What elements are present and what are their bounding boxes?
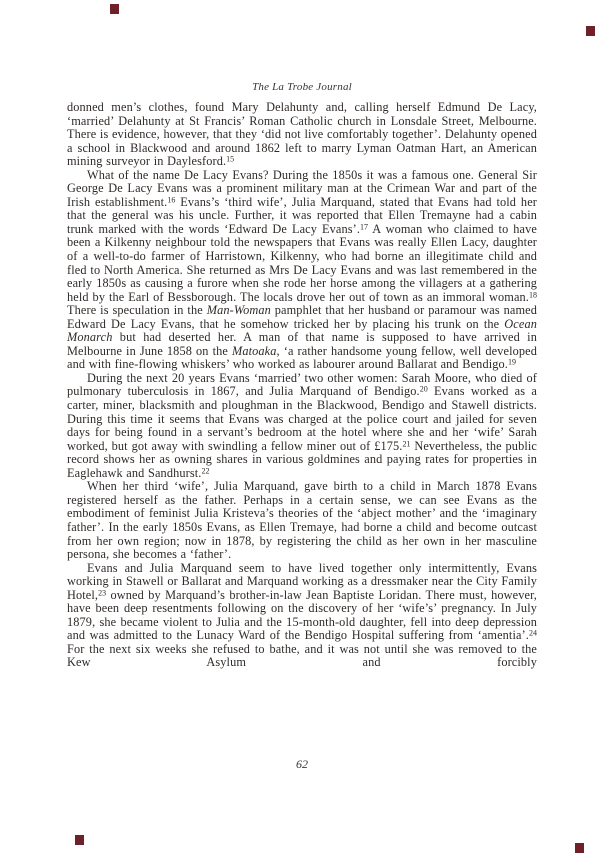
paragraph-continuing: Evans and Julia Marquand seem to have lived together only intermittently, Evans working in Stawell or Ballarat and Marquand working as a dressmaker near the City Family Hotel,$^{23}$ owned by Marquand’s brother-in-law Jean Baptiste Loridan. There must, however, have been deep resentments following on the discovery of her ‘wife’s’ pregnancy. In July 1879, she became violent to Julia and the 15-month-old daughter, fell into deep depression and was admitted to the Lunacy Ward of the Bendigo Hospital suffering from ‘amentia’.$^{24}$ For the next six weeks she refused to bathe, and it was not until she was removed to the Kew Asylum and forcibly (67, 560, 537, 670)
running-header: The La Trobe Journal (252, 81, 352, 93)
article-body (67, 101, 537, 670)
paragraph-continued: donned men’s clothes, found Mary Delahunty and, calling herself Edmund De Lacy, ‘married’ Delahunty at St Francis’ Roman Catholic church in Lonsdale Street, Melbourne. There is evidence, however, that they ‘did not live comfortably together’. Delahunty opened a school in Blackwood and around 1862 left to marry Lyman Oatman Hart, an American mining surveyor in Daylesford.$^{15}$ (67, 100, 537, 169)
paragraph: When her third ‘wife’, Julia Marquand, gave birth to a child in March 1878 Evans registered herself as the father. Perhaps in a certain sense, we can see Evans as the embodiment of feminist Julia Kristeva’s theories of the ‘abject mother’ and the ‘imaginary father’. In the early 1850s Evans, as Ellen Tremaye, had borne a child and become outcast from her own region; now in 1878, by registering the child as her own in her masculine persona, she becomes a ‘father’. (67, 479, 537, 562)
registration-mark-top-right (586, 26, 595, 36)
registration-mark-bottom-left (75, 835, 84, 845)
registration-mark-bottom-right (575, 843, 584, 853)
paragraph: What of the name De Lacy Evans? During the 1850s it was a famous one. General Sir George De Lacy Evans was a prominent military man at the Crimean War and part of the Irish establishment.$^{16}$ Evans’s ‘third wife’, Julia Marquand, stated that Evans had told her that the general was his uncle. Further, it was reported that Ellen Tremayne had a cabin trunk marked with the words ‘Edward De Lacy Evans’.$^{17}$ A woman who claimed to have been a Kilkenny neighbour told the newspapers that Evans was really Ellen Lacy, daughter of a well-to-do farmer of Harristown, Kilkenny, who had borne an illegitimate child and fled to North America. She returned as Mrs De Lacy Evans and was last remembered in the early 1850s as causing a furore when she rode her horse among the villagers at a gathering held by the Earl of Bessborough. The locals drove her out of town as an immoral woman.$^{18}$ There is speculation in the Man-Woman pamphlet that her husband or paramour was named Edward De Lacy Evans, that he somehow tricked her by placing his trunk on the Ocean Monarch but had deserted her. A man of that name is supposed to have arrived in Melbourne in June 1858 on the Matoaka, ‘a rather handsome young fellow, well developed and with fine-flowing whiskers’ who worked as labourer around Ballarat and Bendigo.$^{19}$ (67, 167, 537, 372)
page-number: 62 (296, 757, 308, 771)
paragraph: During the next 20 years Evans ‘married’ two other women: Sarah Moore, who died of pulmonary tuberculosis in 1867, and Julia Marquand of Bendigo.$^{20}$ Evans worked as a carter, miner, blacksmith and ploughman in the Blackwood, Bendigo and Stawell districts. During this time it seems that Evans was charged at the police court and jailed for seven days for being found in a servant’s bedroom at the hotel where she and her ‘wife’ Sarah worked, but got away with swindling a fellow miner out of £175.21 Nevertheless, the public record shows her as owning shares in various goldmines and paying rates for properties in Eaglehawk and Sandhurst.$^{22}$ (67, 370, 537, 480)
registration-mark-top-left (110, 4, 119, 14)
